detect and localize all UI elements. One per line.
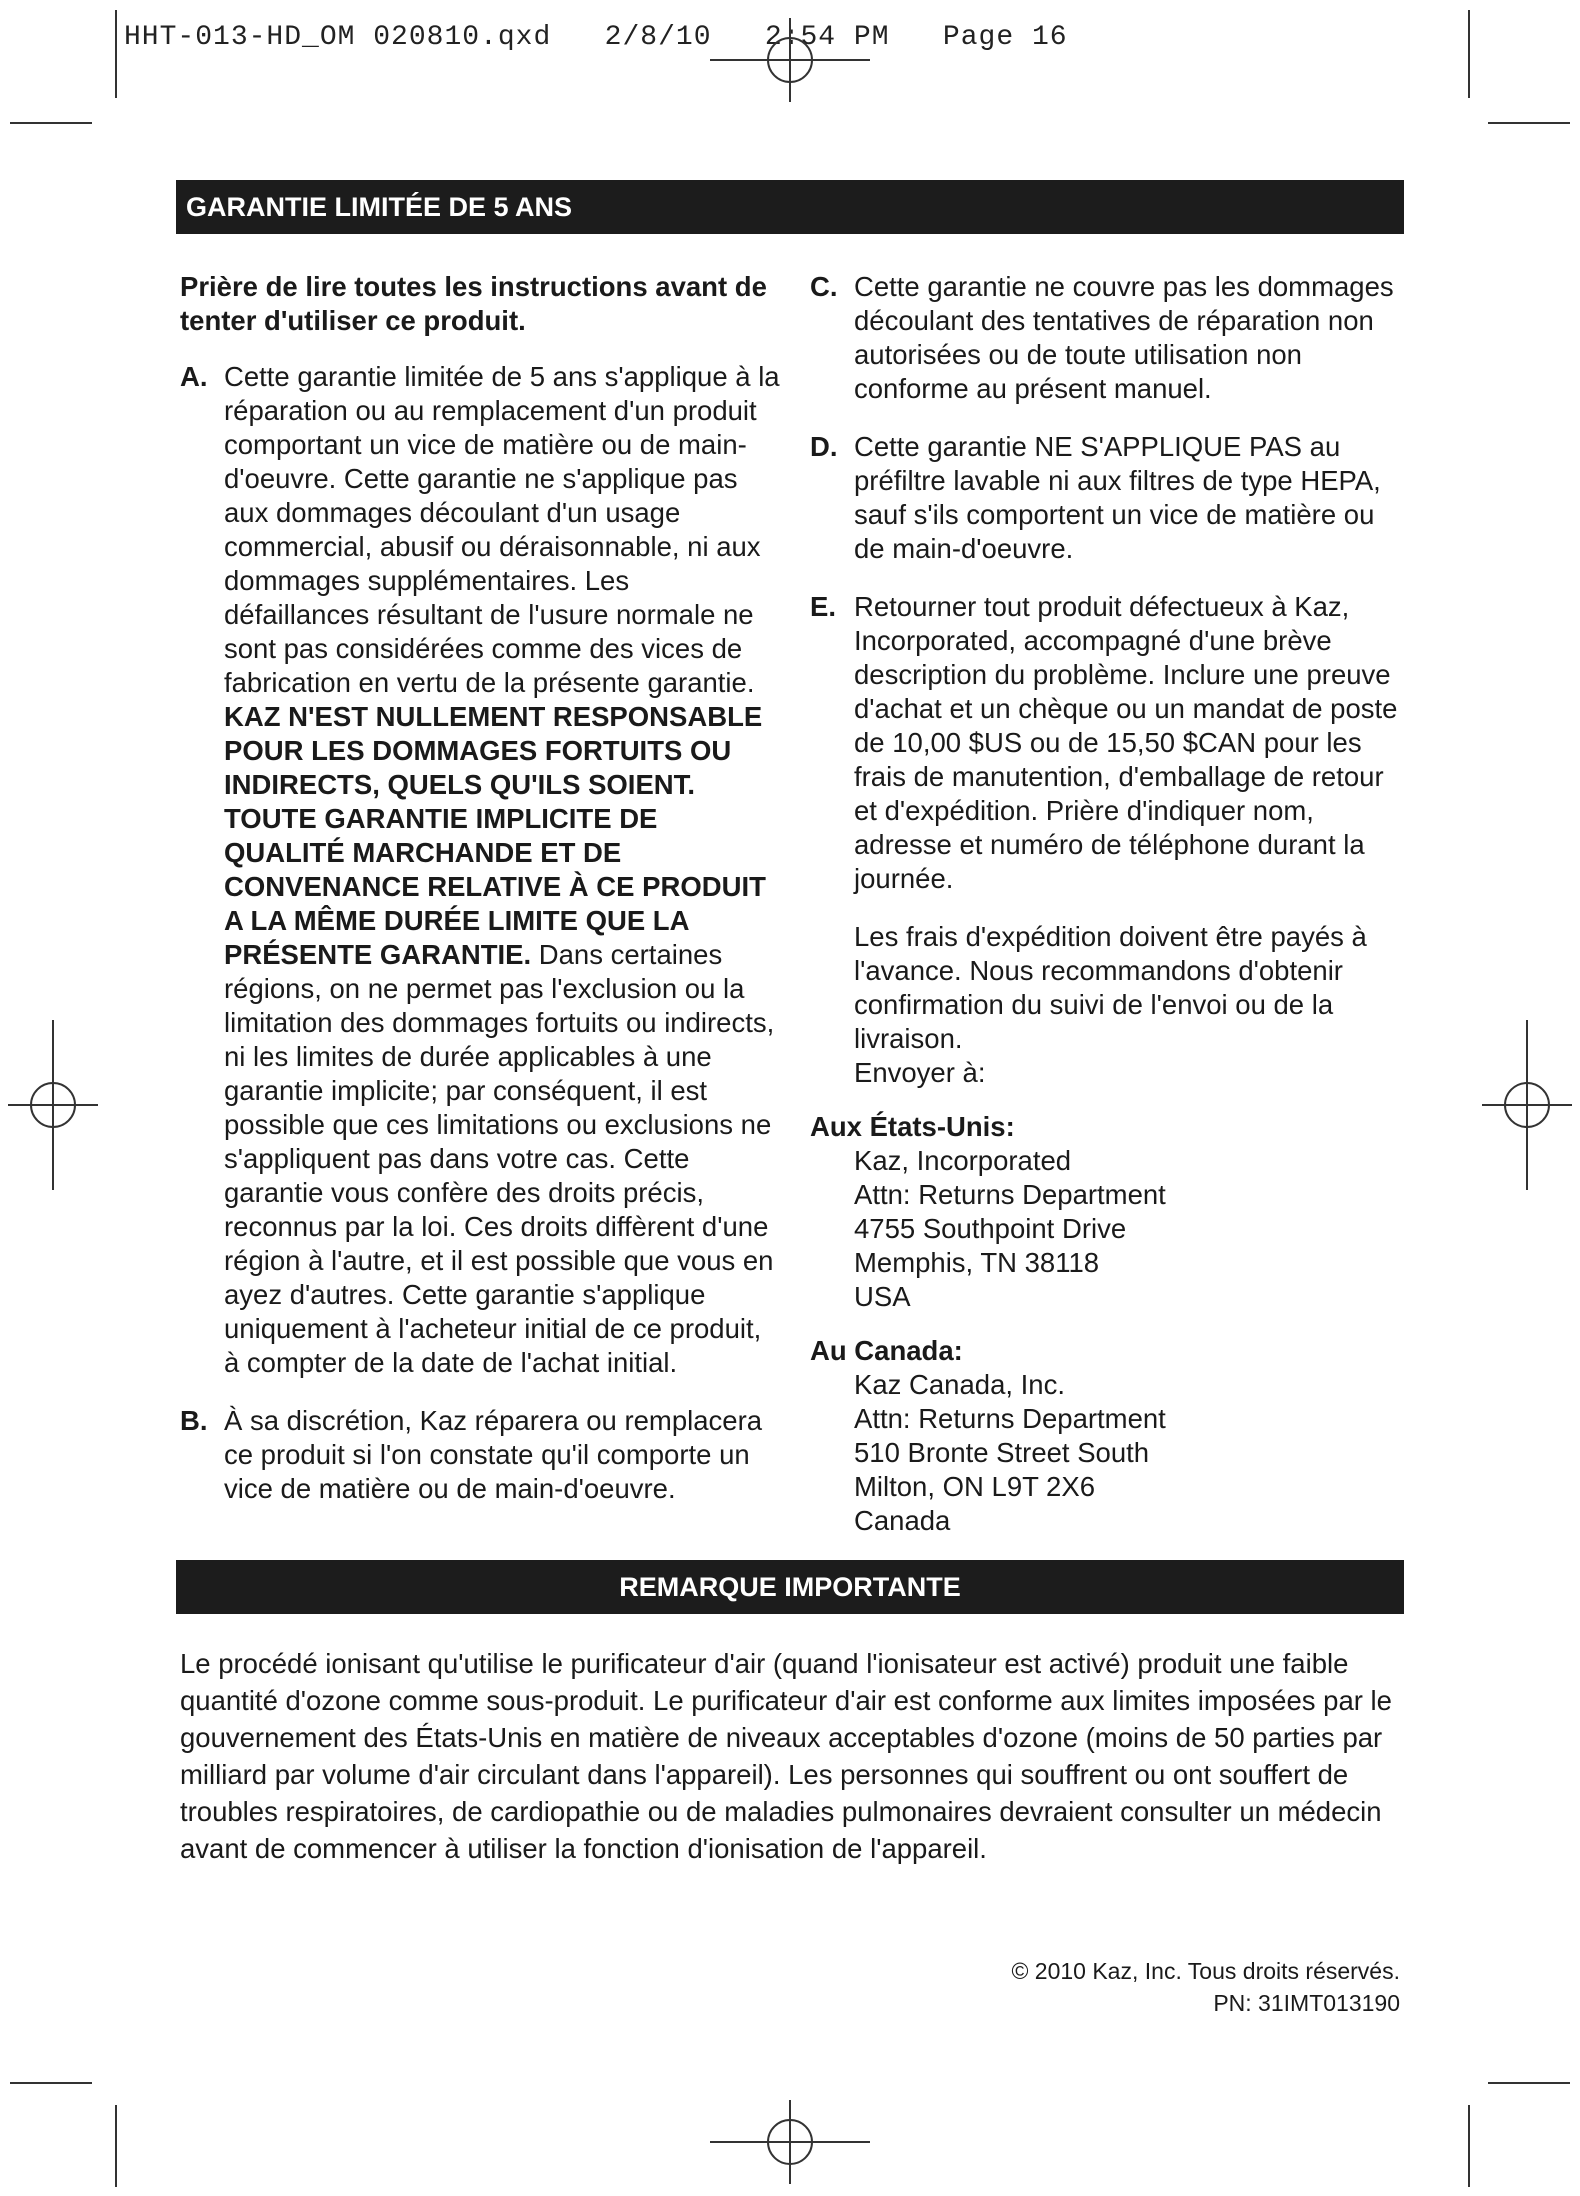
- copyright: © 2010 Kaz, Inc. Tous droits réservés.: [1011, 1958, 1400, 1984]
- item-letter: C.: [810, 271, 838, 302]
- item-b-text: À sa discrétion, Kaz réparera ou remplacera ce produit si l'on constate qu'il comporte un vice de matière ou de main-d'oeuvre.: [224, 1405, 763, 1504]
- address-line: 510 Bronte Street South: [854, 1437, 1150, 1468]
- item-letter: B.: [180, 1405, 208, 1436]
- send-to-label: Envoyer à:: [854, 1057, 986, 1088]
- warranty-left-column: [180, 270, 780, 1530]
- crop-mark: [1468, 2105, 1470, 2187]
- item-a-disclaimer: KAZ N'EST NULLEMENT RESPONSABLE POUR LES DOMMAGES FORTUITS OU INDIRECTS, QUELS QU'ILS SOIENT. TOUTE GARANTIE IMPLICITE DE QUALITÉ MARCHANDE ET DE CONVENANCE RELATIVE À CE PRODUIT A LA MÊME DURÉE LIMITE QUE LA PRÉSENTE GARANTIE.: [224, 701, 766, 970]
- registration-mark-icon: [1482, 1020, 1572, 1190]
- item-letter: A.: [180, 361, 208, 392]
- item-e-text: Retourner tout produit défectueux à Kaz, Incorporated, accompagné d'une brève description du problème. Inclure une preuve d'achat et un chèque ou un mandat de poste de 10,00 $US ou de 15,50 $CAN pour les frais de manutention, d'emballage de retour et d'expédition. Prière d'indiquer nom, adresse et numéro de téléphone durant la journée.: [854, 591, 1398, 894]
- crop-mark: [1488, 122, 1570, 124]
- item-c-text: Cette garantie ne couvre pas les dommages découlant des tentatives de réparation non autorisées ou de toute utilisation non conforme au présent manuel.: [854, 271, 1394, 404]
- address-line: Kaz, Incorporated: [854, 1145, 1072, 1176]
- part-number: PN: 31IMT013190: [1213, 1990, 1400, 2016]
- notice-text: Le procédé ionisant qu'utilise le purificateur d'air (quand l'ionisateur est activé) produit une faible quantité d'ozone comme sous-produit. Le purificateur d'air est conforme aux limites imposées par le gouvernement des États-Unis en matière de niveaux acceptables d'ozone (moins de 50 parties par milliard par volume d'air circulant dans l'appareil). Les personnes qui souffrent ou ont souffert de troubles respiratoires, de cardiopathie ou de maladies pulmonaires devraient consulter un médecin avant de commencer à utiliser la fonction d'ionisation de l'appareil.: [180, 1648, 1392, 1864]
- warranty-right-column: [810, 270, 1410, 1558]
- address-line: Canada: [854, 1505, 951, 1536]
- crop-mark: [115, 2105, 117, 2187]
- address-line: Milton, ON L9T 2X6: [854, 1471, 1095, 1502]
- warranty-item-a: [180, 360, 780, 1380]
- address-line: Memphis, TN 38118: [854, 1247, 1100, 1278]
- address-line: USA: [854, 1281, 911, 1312]
- address-line: Attn: Returns Department: [854, 1179, 1166, 1210]
- registration-mark-icon: [710, 2100, 870, 2184]
- address-line: Attn: Returns Department: [854, 1403, 1166, 1434]
- warranty-item-d: [810, 430, 1410, 566]
- us-address: [854, 1144, 1410, 1314]
- notice-heading: REMARQUE IMPORTANTE: [176, 1560, 1404, 1614]
- print-slug: HHT-013-HD_OM 020810.qxd 2/8/10 2:54 PM Page 16: [124, 22, 1068, 53]
- crop-mark: [115, 10, 117, 98]
- canada-address: [854, 1368, 1410, 1538]
- shipping-note-text: Les frais d'expédition doivent être payés à l'avance. Nous recommandons d'obtenir confirmation du suivi de l'envoi ou de la livraison.: [854, 921, 1367, 1054]
- item-a-text-after: Dans certaines régions, on ne permet pas l'exclusion ou la limitation des dommages fortuits ou indirects, ni les limites de durée applicables à une garantie implicite; par conséquent, il est possible que ces limitations ou exclusions ne s'appliquent pas dans votre cas. Cette garantie vous confère des droits précis, reconnus par la loi. Ces droits diffèrent d'une région à l'autre, et il est possible que vous en ayez d'autres. Cette garantie s'applique uniquement à l'acheteur initial de ce produit, à compter de la date de l'achat initial.: [224, 939, 775, 1378]
- address-line: Kaz Canada, Inc.: [854, 1369, 1065, 1400]
- registration-mark-icon: [8, 1020, 98, 1190]
- warranty-intro: Prière de lire toutes les instructions avant de tenter d'utiliser ce produit.: [180, 271, 767, 336]
- us-address-heading: Aux États-Unis:: [810, 1111, 1015, 1142]
- canada-address-heading: Au Canada:: [810, 1335, 963, 1366]
- warranty-item-b: [180, 1404, 780, 1506]
- crop-mark: [10, 2082, 92, 2084]
- item-letter: D.: [810, 431, 838, 462]
- warranty-heading: GARANTIE LIMITÉE DE 5 ANS: [176, 180, 1404, 234]
- page-footer: [1011, 1955, 1400, 2019]
- crop-mark: [1468, 10, 1470, 98]
- item-a-text: Cette garantie limitée de 5 ans s'applique à la réparation ou au remplacement d'un produit comportant un vice de matière ou de main-d'oeuvre. Cette garantie ne s'applique pas aux dommages découlant d'un usage commercial, abusif ou déraisonnable, ni aux dommages supplémentaires. Les défaillances résultant de l'usure normale ne sont pas considérées comme des vices de fabrication en vertu de la présente garantie.: [224, 361, 780, 698]
- address-line: 4755 Southpoint Drive: [854, 1213, 1127, 1244]
- shipping-note: [854, 920, 1410, 1090]
- item-letter: E.: [810, 591, 836, 622]
- crop-mark: [1488, 2082, 1570, 2084]
- registration-mark-icon: [710, 18, 870, 102]
- crop-mark: [10, 122, 92, 124]
- warranty-item-e: [810, 590, 1410, 896]
- item-d-text: Cette garantie NE S'APPLIQUE PAS au préfiltre lavable ni aux filtres de type HEPA, sauf s'ils comportent un vice de matière ou de main-d'oeuvre.: [854, 431, 1381, 564]
- warranty-item-c: [810, 270, 1410, 406]
